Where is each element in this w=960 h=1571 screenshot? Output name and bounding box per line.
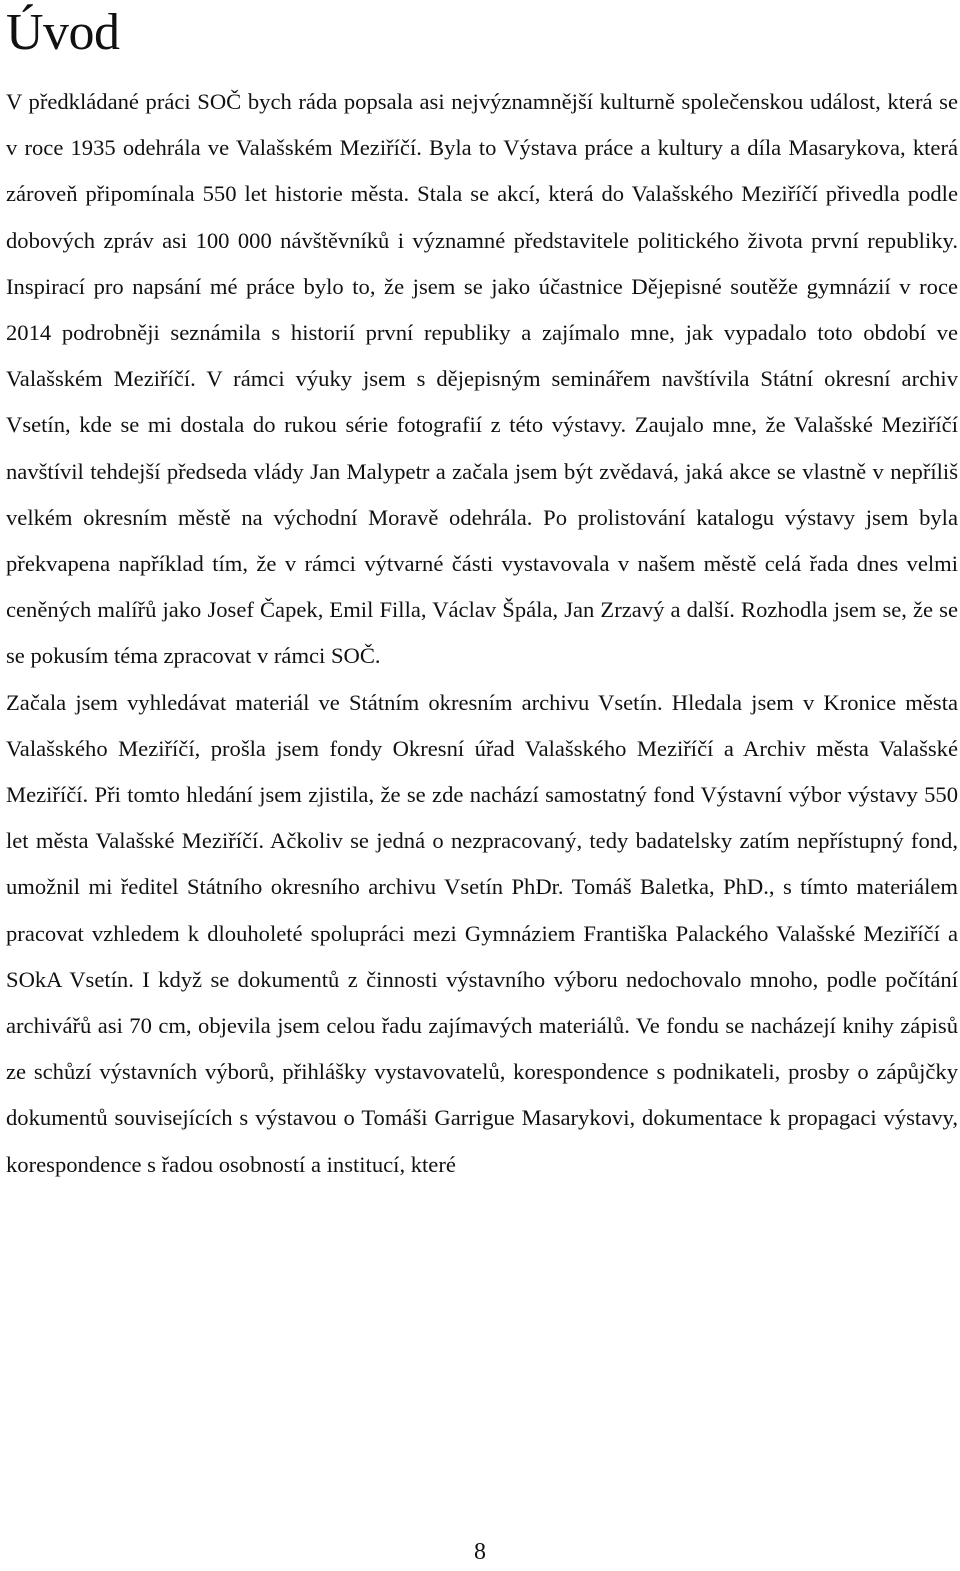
body-text — [6, 79, 958, 1188]
paragraph-introduction: V předkládané práci SOČ bych ráda popsala asi nejvýznamnější kulturně společenskou událost, která se v roce 1935 odehrála ve Valašském Meziříčí. Byla to Výstava práce a kultury a díla Masarykova, která zároveň připomínala 550 let historie města. Stala se akcí, která do Valašského Meziříčí přivedla podle dobových zpráv asi 100 000 návštěvníků i významné představitele politického života první republiky. Inspirací pro napsání mé práce bylo to, že jsem se jako účastnice Dějepisné soutěže gymnázií v roce 2014 podrobněji seznámila s historií první republiky a zajímalo mne, jak vypadalo toto období ve Valašském Meziříčí. V rámci výuky jsem s dějepisným seminářem navštívila Státní okresní archiv Vsetín, kde se mi dostala do rukou série fotografií z této výstavy. Zaujalo mne, že Valašské Meziříčí navštívil tehdejší předseda vlády Jan Malypetr a začala jsem být zvědavá, jaká akce se vlastně v nepříliš velkém okresním městě na východní Moravě odehrála. Po prolistování katalogu výstavy jsem byla překvapena například tím, že v rámci výtvarné části vystavovala v našem městě celá řada dnes velmi ceněných malířů jako Josef Čapek, Emil Filla, Václav Špála, Jan Zrzavý a další. Rozhodla jsem se, že se se pokusím téma zpracovat v rámci SOČ. — [6, 89, 958, 669]
page-number: 8 — [474, 1539, 486, 1565]
section-heading: Úvod — [6, 4, 120, 61]
paragraph-sources: Začala jsem vyhledávat materiál ve Státním okresním archivu Vsetín. Hledala jsem v Kronice města Valašského Meziříčí, prošla jsem fondy Okresní úřad Valašského Meziříčí a Archiv města Valašské Meziříčí. Při tomto hledání jsem zjistila, že se zde nachází samostatný fond Výstavní výbor výstavy 550 let města Valašské Meziříčí. Ačkoliv se jedná o nezpracovaný, tedy badatelsky zatím nepřístupný fond, umožnil mi ředitel Státního okresního archivu Vsetín PhDr. Tomáš Baletka, PhD., s tímto materiálem pracovat vzhledem k dlouholeté spolupráci mezi Gymnáziem Františka Palackého Valašské Meziříčí a SOkA Vsetín. I když se dokumentů z činnosti výstavního výboru nedochovalo mnoho, podle počítání archivářů asi 70 cm, objevila jsem celou řadu zajímavých materiálů. Ve fondu se nacházejí knihy zápisů ze schůzí výstavních výborů, přihlášky vystavovatelů, korespondence s podnikateli, prosby o zápůjčky dokumentů souvisejících s výstavou o Tomáši Garrigue Masarykovi, dokumentace k propagaci výstavy, korespondence s řadou osobností a institucí, které — [6, 689, 958, 1177]
